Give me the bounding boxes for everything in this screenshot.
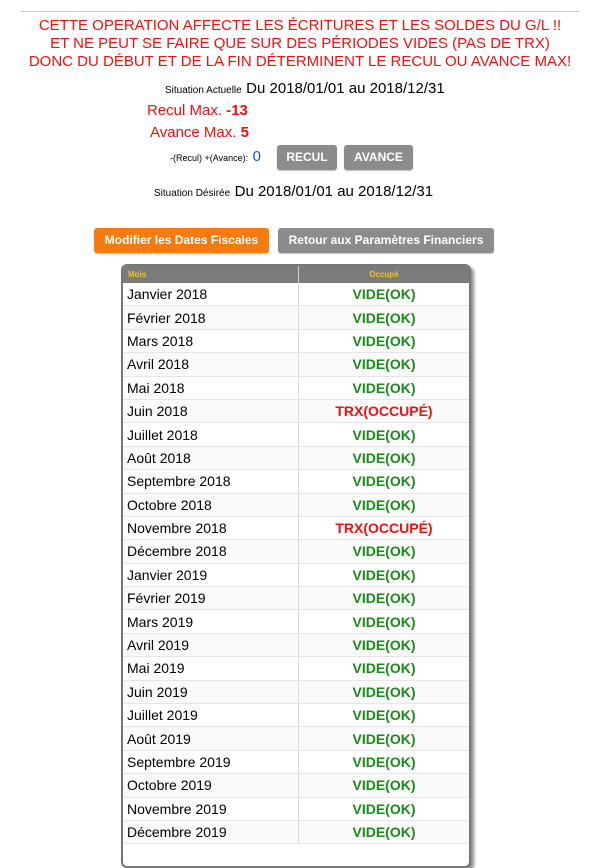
table-row: [123, 540, 469, 563]
month-cell: Juillet 2018: [123, 423, 299, 446]
table-row: [123, 563, 469, 586]
status-ok: VIDE(OK): [299, 540, 470, 563]
avance-max: [150, 124, 249, 141]
avance-max-value: 5: [240, 124, 249, 141]
status-ok: VIDE(OK): [299, 563, 470, 586]
status-ok: VIDE(OK): [299, 329, 470, 352]
status-ok: VIDE(OK): [299, 470, 470, 493]
warning-line-1: CETTE OPERATION AFFECTE LES ÉCRITURES ET LES SOLDES DU G/L !!: [38, 17, 562, 34]
shift-field: [170, 148, 261, 166]
month-cell: Janvier 2019: [123, 563, 299, 586]
table-row: [123, 797, 469, 820]
status-occupied: TRX(OCCUPÉ): [299, 399, 470, 422]
avance-button[interactable]: AVANCE: [344, 145, 413, 170]
avance-max-label: Avance Max.: [150, 124, 237, 141]
month-cell: Avril 2018: [123, 353, 299, 376]
status-ok: VIDE(OK): [299, 283, 470, 306]
month-cell: Mars 2019: [123, 610, 299, 633]
month-cell: Juin 2019: [123, 680, 299, 703]
column-header-status: Occupé: [299, 266, 470, 283]
month-cell: Novembre 2018: [123, 516, 299, 539]
month-cell: Mai 2018: [123, 376, 299, 399]
recul-max: [147, 102, 248, 119]
status-ok: VIDE(OK): [299, 446, 470, 469]
month-cell: Novembre 2019: [123, 797, 299, 820]
table-row: [123, 727, 469, 750]
month-cell: Février 2018: [123, 306, 299, 329]
table-row: [123, 516, 469, 539]
warning-line-2: ET NE PEUT SE FAIRE QUE SUR DES PÉRIODES VIDES (PAS DE TRX): [50, 35, 550, 52]
table-row: [123, 750, 469, 773]
table-row: [123, 376, 469, 399]
status-ok: VIDE(OK): [299, 306, 470, 329]
month-cell: Mai 2019: [123, 657, 299, 680]
table-row: [123, 774, 469, 797]
table-row: [123, 633, 469, 656]
column-header-month: Mois: [123, 266, 299, 283]
month-cell: Août 2019: [123, 727, 299, 750]
shift-value[interactable]: 0: [252, 148, 261, 165]
top-divider: [20, 11, 580, 12]
status-ok: VIDE(OK): [299, 610, 470, 633]
current-situation: [165, 80, 445, 98]
month-cell: Septembre 2019: [123, 750, 299, 773]
table-row: [123, 423, 469, 446]
warning-message: [0, 17, 600, 71]
status-ok: VIDE(OK): [299, 820, 470, 843]
status-ok: VIDE(OK): [299, 493, 470, 516]
recul-max-label: Recul Max.: [147, 102, 223, 119]
status-ok: VIDE(OK): [299, 774, 470, 797]
month-cell: Juin 2018: [123, 399, 299, 422]
month-cell: Juillet 2019: [123, 704, 299, 727]
back-to-financial-params-button[interactable]: Retour aux Paramètres Financiers: [278, 228, 494, 253]
status-ok: VIDE(OK): [299, 587, 470, 610]
shift-label: -(Recul) +(Avance):: [170, 153, 249, 163]
table-row: [123, 820, 469, 843]
table-row: [123, 399, 469, 422]
periods-table: [121, 264, 471, 868]
month-cell: Octobre 2018: [123, 493, 299, 516]
status-ok: VIDE(OK): [299, 750, 470, 773]
status-ok: VIDE(OK): [299, 376, 470, 399]
table-row: [123, 446, 469, 469]
modify-fiscal-dates-button[interactable]: Modifier les Dates Fiscales: [94, 228, 269, 253]
table-row: [123, 587, 469, 610]
month-cell: Mars 2018: [123, 329, 299, 352]
month-cell: Octobre 2019: [123, 774, 299, 797]
desired-situation-value: Du 2018/01/01 au 2018/12/31: [234, 183, 434, 200]
month-cell: Janvier 2018: [123, 283, 299, 306]
status-ok: VIDE(OK): [299, 797, 470, 820]
table-row: [123, 680, 469, 703]
table-row: [123, 704, 469, 727]
desired-situation-label: Situation Désirée: [154, 188, 231, 199]
table-row: [123, 610, 469, 633]
status-ok: VIDE(OK): [299, 423, 470, 446]
month-cell: Avril 2019: [123, 633, 299, 656]
status-ok: VIDE(OK): [299, 704, 470, 727]
table-row: [123, 493, 469, 516]
table-row: [123, 329, 469, 352]
table-row: [123, 657, 469, 680]
month-cell: Septembre 2018: [123, 470, 299, 493]
month-cell: Février 2019: [123, 587, 299, 610]
status-occupied: TRX(OCCUPÉ): [299, 516, 470, 539]
table-row: [123, 306, 469, 329]
status-ok: VIDE(OK): [299, 633, 470, 656]
current-situation-value: Du 2018/01/01 au 2018/12/31: [246, 80, 445, 97]
table-row: [123, 353, 469, 376]
desired-situation: [154, 183, 433, 201]
month-cell: Décembre 2018: [123, 540, 299, 563]
status-ok: VIDE(OK): [299, 727, 470, 750]
status-ok: VIDE(OK): [299, 353, 470, 376]
warning-line-3: DONC DU DÉBUT ET DE LA FIN DÉTERMINENT LE RECUL OU AVANCE MAX!: [28, 53, 572, 70]
status-ok: VIDE(OK): [299, 680, 470, 703]
current-situation-label: Situation Actuelle: [165, 85, 242, 96]
month-cell: Août 2018: [123, 446, 299, 469]
status-ok: VIDE(OK): [299, 657, 470, 680]
table-row: [123, 470, 469, 493]
table-row: [123, 283, 469, 306]
recul-button[interactable]: RECUL: [277, 145, 337, 170]
month-cell: Décembre 2019: [123, 820, 299, 843]
recul-max-value: -13: [226, 102, 248, 119]
